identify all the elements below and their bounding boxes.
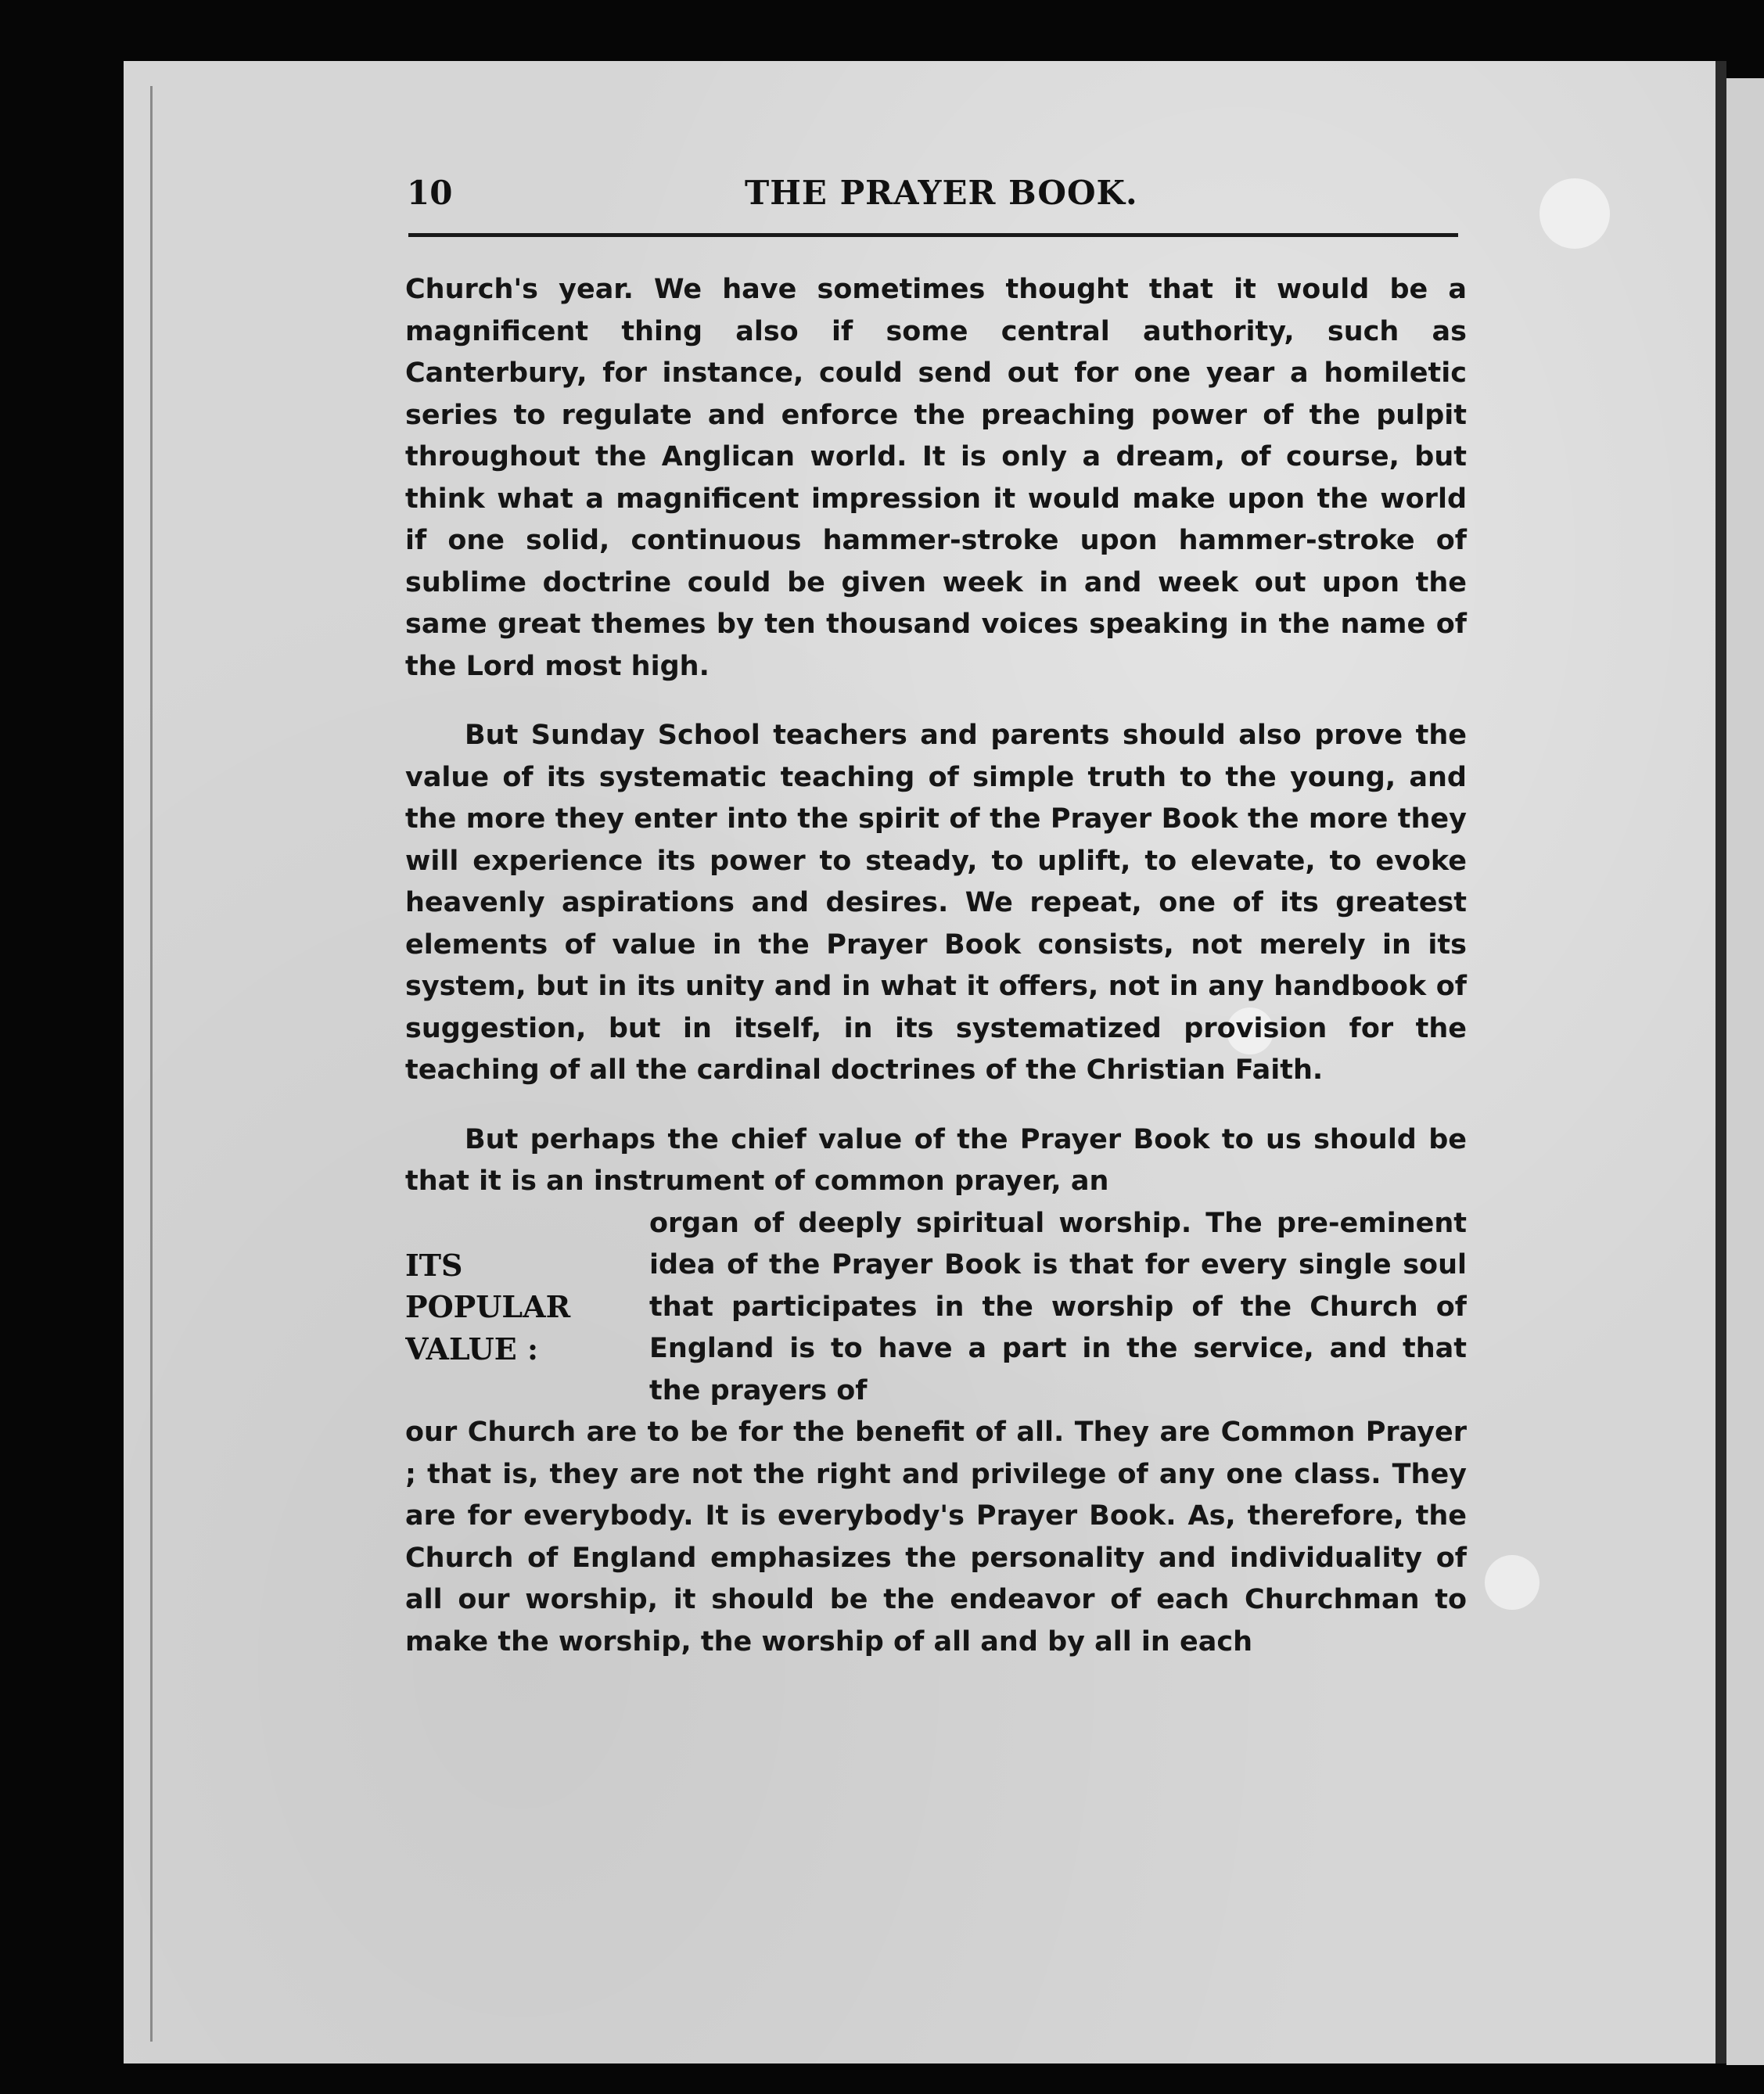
scan-speck (1539, 178, 1610, 249)
body-text (405, 269, 1467, 1663)
paragraph-3-continuation: our Church are to be for the benefit of all. They are Common Prayer ; that is, they are not the right and privilege of any one class. They are for everybody. It is everybody's Prayer Book. As, therefore, the Church of England emphasizes the personality and individuality of all our worship, it should be the endeavor of each Churchman to make the worship, the worship of all and by all in each (405, 1417, 1467, 1658)
side-heading (405, 1245, 624, 1370)
paragraph-2: But Sunday School teachers and parents should also prove the value of its systematic teaching of simple truth to the young, and the more they enter into the spirit of the Prayer Book the more they will experience its power to steady, to uplift, to elevate, to evoke heavenly aspirations and desires. We repeat, one of its greatest elements of value in the Prayer Book consists, not merely in its system, but in its unity and in what it offers, not in any handbook of suggestion, but in itself, in its systematized provision for the teaching of all the cardinal doctrines of the Christian Faith. (405, 720, 1467, 1086)
page-edge-shadow (1715, 61, 1726, 2063)
header-rule (408, 233, 1458, 237)
sidenote-block (405, 1203, 1467, 1413)
paragraph-1: Church's year. We have sometimes thought that it would be a magnificent thing also if some central authority, such as Canterbury, for instance, could send out for one year a homiletic series to regulate and enforce the preaching power of the pulpit throughout the Anglican world. It is only a dream, of course, but think what a magnificent impression it would make upon the world if one solid, continuous hammer-stroke upon hammer-stroke of sublime doctrine could be given week in and week out upon the same great themes by ten thousand voices speaking in the name of the Lord most high. (405, 274, 1467, 682)
running-header (407, 174, 1455, 221)
running-title: THE PRAYER BOOK. (745, 174, 1138, 212)
facing-page-strip (1726, 78, 1764, 2065)
page-number: 10 (407, 174, 453, 212)
scan-speck (1485, 1555, 1539, 1610)
paragraph-3-opening: But perhaps the chief value of the Prayer Book to us should be that it is an instrument of common prayer, an (405, 1123, 1467, 1197)
binding-edge (150, 86, 153, 2042)
side-heading-line-2: POPULAR (405, 1289, 571, 1324)
sidenote-text: organ of deeply spiritual worship. The pre-eminent idea of the Prayer Book is that for every single soul that participates in the worship of the Church of England is to have a part in the service, and that the prayers of (649, 1207, 1467, 1406)
side-heading-line-3: VALUE : (405, 1331, 539, 1367)
side-heading-line-1: ITS (405, 1247, 463, 1283)
